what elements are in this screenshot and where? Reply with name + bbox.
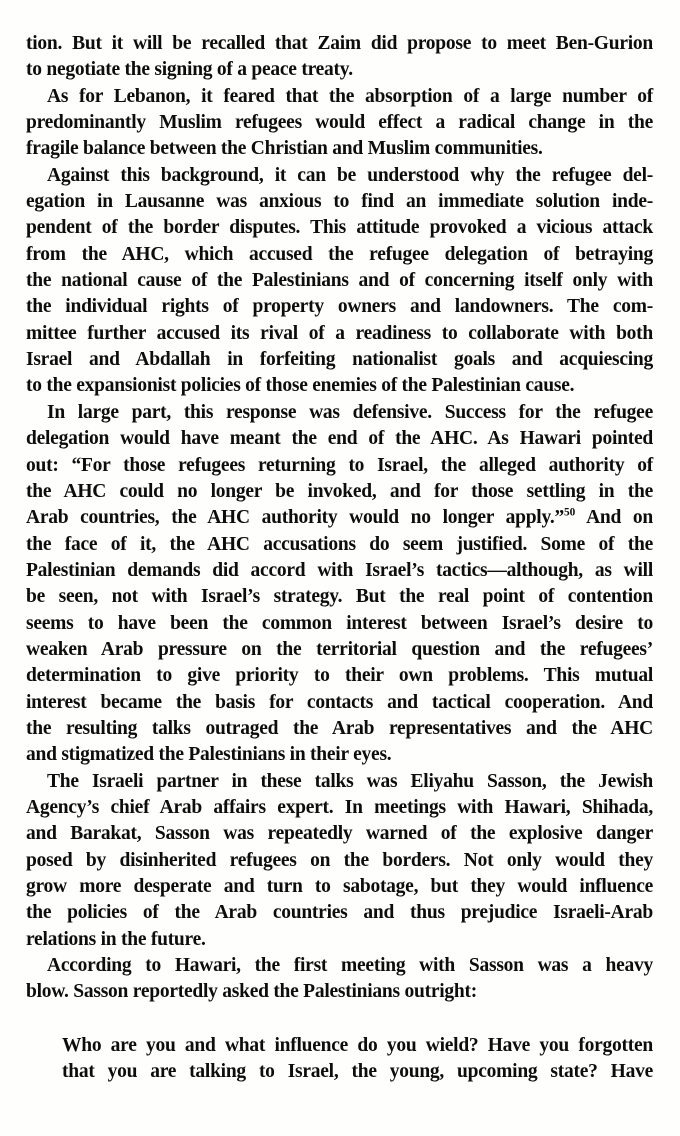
- text-line: posed by disinherited refugees on the borders. Not only would they: [26, 849, 653, 871]
- text-line: grow more desperate and turn to sabotage, but they would influence: [26, 876, 653, 897]
- text-line: seems to have been the common interest between Israel’s desire to: [26, 612, 653, 634]
- text-line: interest became the basis for contacts and tactical cooperation. And: [26, 691, 653, 713]
- text-line: the policies of the Arab countries and thus prejudice Israeli-Arab: [26, 902, 653, 924]
- paragraph: [26, 769, 653, 953]
- text-line: fragile balance between the Christian and Muslim communities.: [26, 138, 543, 160]
- text-line: delegation would have meant the end of the AHC. As Hawari pointed: [26, 428, 653, 450]
- text-block: [26, 31, 653, 1085]
- text-line: As for Lebanon, it feared that the absorption of a large number of: [47, 85, 653, 107]
- paragraph: [26, 163, 653, 400]
- text-line: to negotiate the signing of a peace treaty.: [26, 59, 353, 81]
- text-line: egation in Lausanne was anxious to find an immediate solution inde-: [26, 191, 653, 213]
- text-line: weaken Arab pressure on the territorial question and the refugees’: [26, 638, 653, 660]
- text-line: In large part, this response was defensive. Success for the refugee: [47, 401, 653, 423]
- text-line: Arab countries, the AHC authority would no longer apply.”$^{50}$ And on: [26, 506, 653, 529]
- text-line: out: “For those refugees returning to Israel, the alleged authority of: [26, 454, 653, 476]
- text-line: Against this background, it can be understood why the refugee del-: [47, 164, 653, 186]
- text-line: that you are talking to Israel, the young, upcoming state? Have: [62, 1061, 653, 1083]
- text-line: pendent of the border disputes. This attitude provoked a vicious attack: [26, 217, 653, 239]
- paragraph: [26, 400, 653, 769]
- text-line: from the AHC, which accused the refugee delegation of betraying: [26, 243, 653, 265]
- text-line: According to Hawari, the first meeting with Sasson was a heavy: [47, 955, 653, 977]
- text-line: blow. Sasson reportedly asked the Palestinians outright:: [26, 981, 477, 1003]
- text-line: to the expansionist policies of those enemies of the Palestinian cause.: [26, 375, 575, 397]
- text-line: Who are you and what influence do you wield? Have you forgotten: [62, 1034, 653, 1056]
- text-line: the resulting talks outraged the Arab representatives and the AHC: [26, 717, 653, 739]
- text-line: the national cause of the Palestinians and of concerning itself only with: [26, 270, 653, 292]
- text-line: be seen, not with Israel’s strategy. But the real point of contention: [26, 586, 653, 608]
- paragraph: [26, 31, 653, 84]
- paragraph: [26, 953, 653, 1006]
- text-line: the face of it, the AHC accusations do seem justified. Some of the: [26, 533, 653, 555]
- text-line: tion. But it will be recalled that Zaim did propose to meet Ben-Gurion: [26, 33, 653, 54]
- text-line: the AHC could no longer be invoked, and for those settling in the: [26, 480, 653, 502]
- text-line: and Barakat, Sasson was repeatedly warned of the explosive danger: [26, 823, 653, 845]
- text-line: and stigmatized the Palestinians in their eyes.: [26, 744, 392, 766]
- text-line: Israel and Abdallah in forfeiting nationalist goals and acquiescing: [26, 349, 653, 371]
- text-line: determination to give priority to their own problems. This mutual: [26, 665, 653, 687]
- block-quote: [62, 1033, 653, 1086]
- text-line: Agency’s chief Arab affairs expert. In meetings with Hawari, Shihada,: [26, 796, 653, 818]
- text-line: predominantly Muslim refugees would effect a radical change in the: [26, 112, 653, 134]
- text-line: The Israeli partner in these talks was Eliyahu Sasson, the Jewish: [47, 770, 653, 792]
- text-line: mittee further accused its rival of a readiness to collaborate with both: [26, 322, 653, 344]
- text-line: the individual rights of property owners and landowners. The com-: [26, 296, 653, 318]
- text-line: Palestinian demands did accord with Israel’s tactics—although, as will: [26, 559, 653, 581]
- paragraph: [26, 84, 653, 163]
- text-line: relations in the future.: [26, 928, 206, 950]
